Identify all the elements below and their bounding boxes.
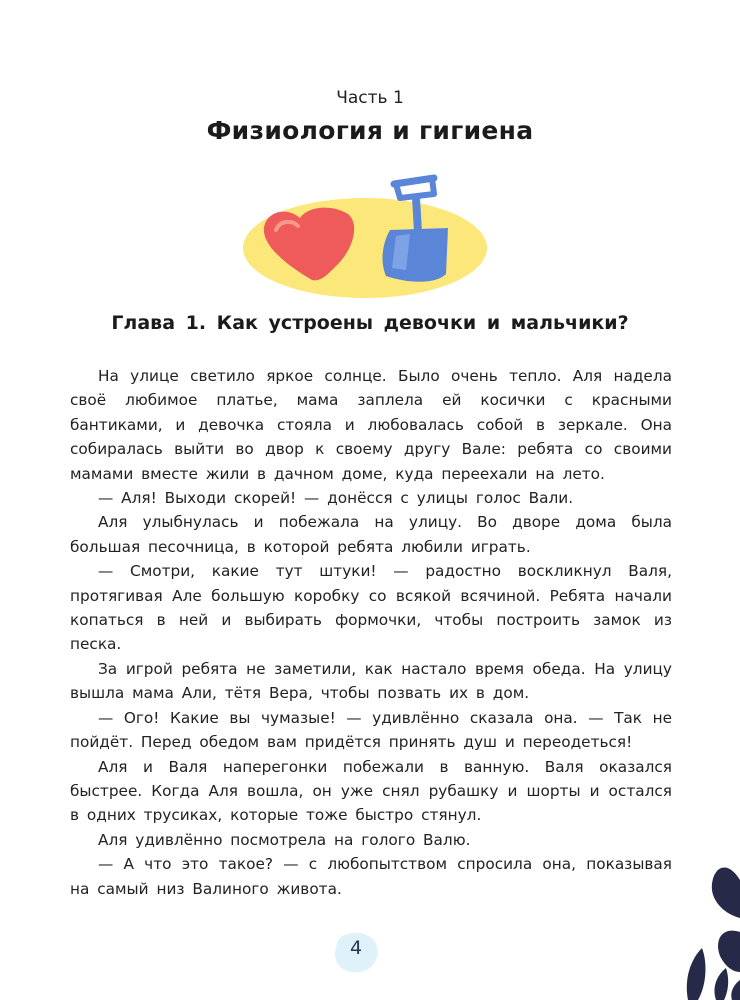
chapter-title: Глава 1. Как устроены девочки и мальчики? [111, 312, 629, 334]
story-text [70, 364, 672, 901]
page-number: 4 [349, 937, 363, 959]
story-paragraph: — Смотри, какие тут штуки! — радостно воскликнул Валя, протягивая Але большую коробку со всякой всячиной. Ребята начали копаться в ней и выбирать формочки, чтобы построить замок из песка. [70, 562, 672, 654]
part-title: Физиология и гигиена [206, 116, 534, 145]
story-paragraph: За игрой ребята не заметили, как настало время обеда. На улицу вышла мама Али, тётя Вера, чтобы позвать их в дом. [70, 659, 672, 703]
leaf-decoration-icon [670, 840, 740, 1000]
sandbox-illustration [240, 170, 490, 300]
part-label: Часть 1 [336, 88, 404, 108]
story-paragraph: Аля и Валя наперегонки побежали в ванную. Валя оказался быстрее. Когда Аля вошла, он уже снял рубашку и шорты и остался в одних трусиках, которые тоже быстро стянул. [70, 757, 672, 825]
story-paragraph: — А что это такое? — с любопытством спросила она, показывая на самый низ Валиного живота. [70, 855, 672, 898]
story-paragraph: — Ого! Какие вы чумазые! — удивлённо сказала она. — Так не пойдёт. Перед обедом вам придётся принять душ и переодеться! [70, 708, 672, 752]
story-paragraph: Аля удивлённо посмотрела на голого Валю. [98, 830, 471, 849]
story-paragraph: — Аля! Выходи скорей! — донёсся с улицы голос Вали. [98, 489, 574, 508]
story-paragraph: На улице светило яркое солнце. Было очень тепло. Аля надела своё любимое платье, мама заплела ей косички с красными бантиками, и девочка стояла и любовалась собой в зеркале. Она собиралась выйти во двор к своему другу Вале: ребята со своими мамами вместе жили в дачном доме, куда переехали на лето. [70, 367, 672, 483]
story-paragraph: Аля улыбнулась и побежала на улицу. Во дворе дома была большая песочница, в которой ребята любили играть. [70, 513, 672, 556]
